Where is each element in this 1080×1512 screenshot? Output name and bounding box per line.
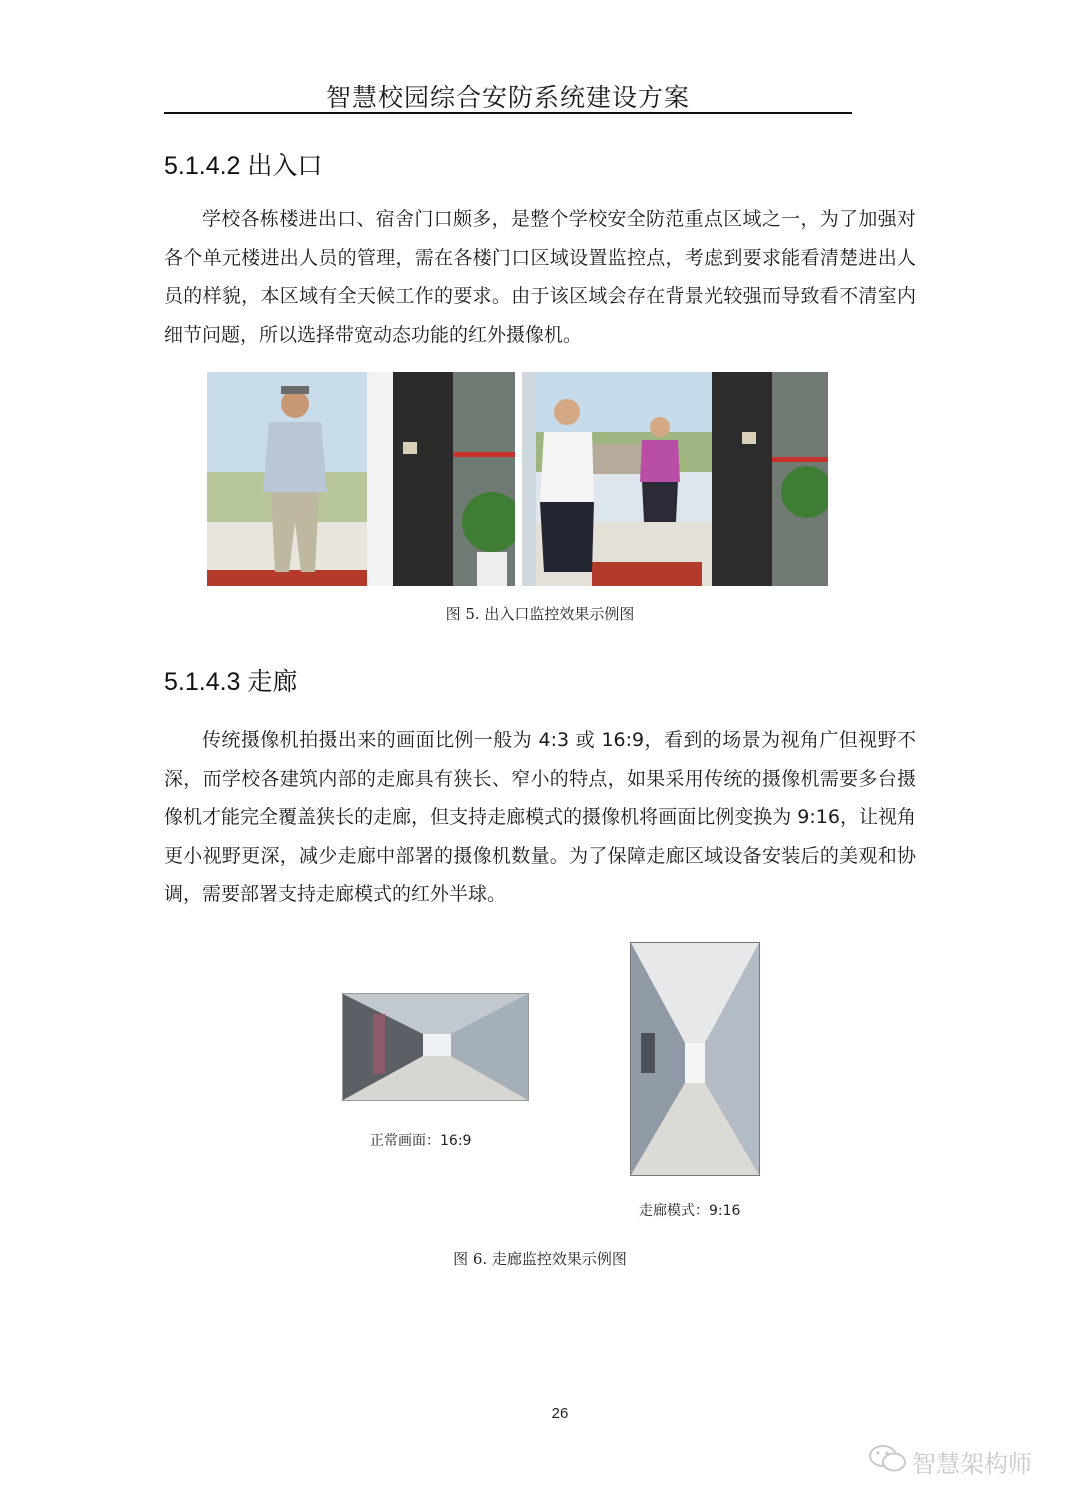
paragraph-entrance: 学校各栋楼进出口、宿舍门口颇多，是整个学校安全防范重点区域之一，为了加强对各个单元楼进出人员的管理，需在各楼门口区域设置监控点，考虑到要求能看清楚进出人员的样貌，本区域有全天候工作的要求。由于该区域会存在背景光较强而导致看不清室内细节问题，所以选择带宽动态功能的红外摄像机。 [164, 208, 916, 346]
normal-ratio-label: 正常画面：16:9 [370, 1133, 472, 1149]
header-rule [164, 112, 852, 114]
watermark-text: 智慧架构师 [912, 1450, 1032, 1478]
entrance-photo-left [207, 372, 515, 586]
figure-5-caption: 图 5. 出入口监控效果示例图 [445, 605, 635, 623]
paragraph-corridor: 传统摄像机拍摄出来的画面比例一般为 4:3 或 16:9，看到的场景为视角广但视野不深，而学校各建筑内部的走廊具有狭长、窄小的特点，如果采用传统的摄像机需要多台摄像机才能完全覆盖狭长的走廊，但支持走廊模式的摄像机将画面比例变换为 9:16，让视角更小视野更深，减少走廊中部署的摄像机数量。为了保障走廊区域设备安装后的美观和协调，需要部署支持走廊模式的红外半球。 [164, 729, 916, 905]
document-header-title: 智慧校园综合安防系统建设方案 [325, 83, 690, 112]
figure-6-caption: 图 6. 走廊监控效果示例图 [453, 1250, 627, 1268]
page-number: 26 [551, 1405, 569, 1422]
section-heading-entrance: 5.1.4.2 出入口 [164, 152, 323, 180]
wechat-icon [868, 1443, 908, 1475]
corridor-photo-normal [342, 993, 529, 1101]
corridor-ratio-label: 走廊模式：9:16 [639, 1203, 741, 1219]
section-heading-corridor: 5.1.4.3 走廊 [164, 668, 298, 696]
entrance-photo-right [522, 372, 828, 586]
corridor-photo-corridor-mode [630, 942, 760, 1176]
